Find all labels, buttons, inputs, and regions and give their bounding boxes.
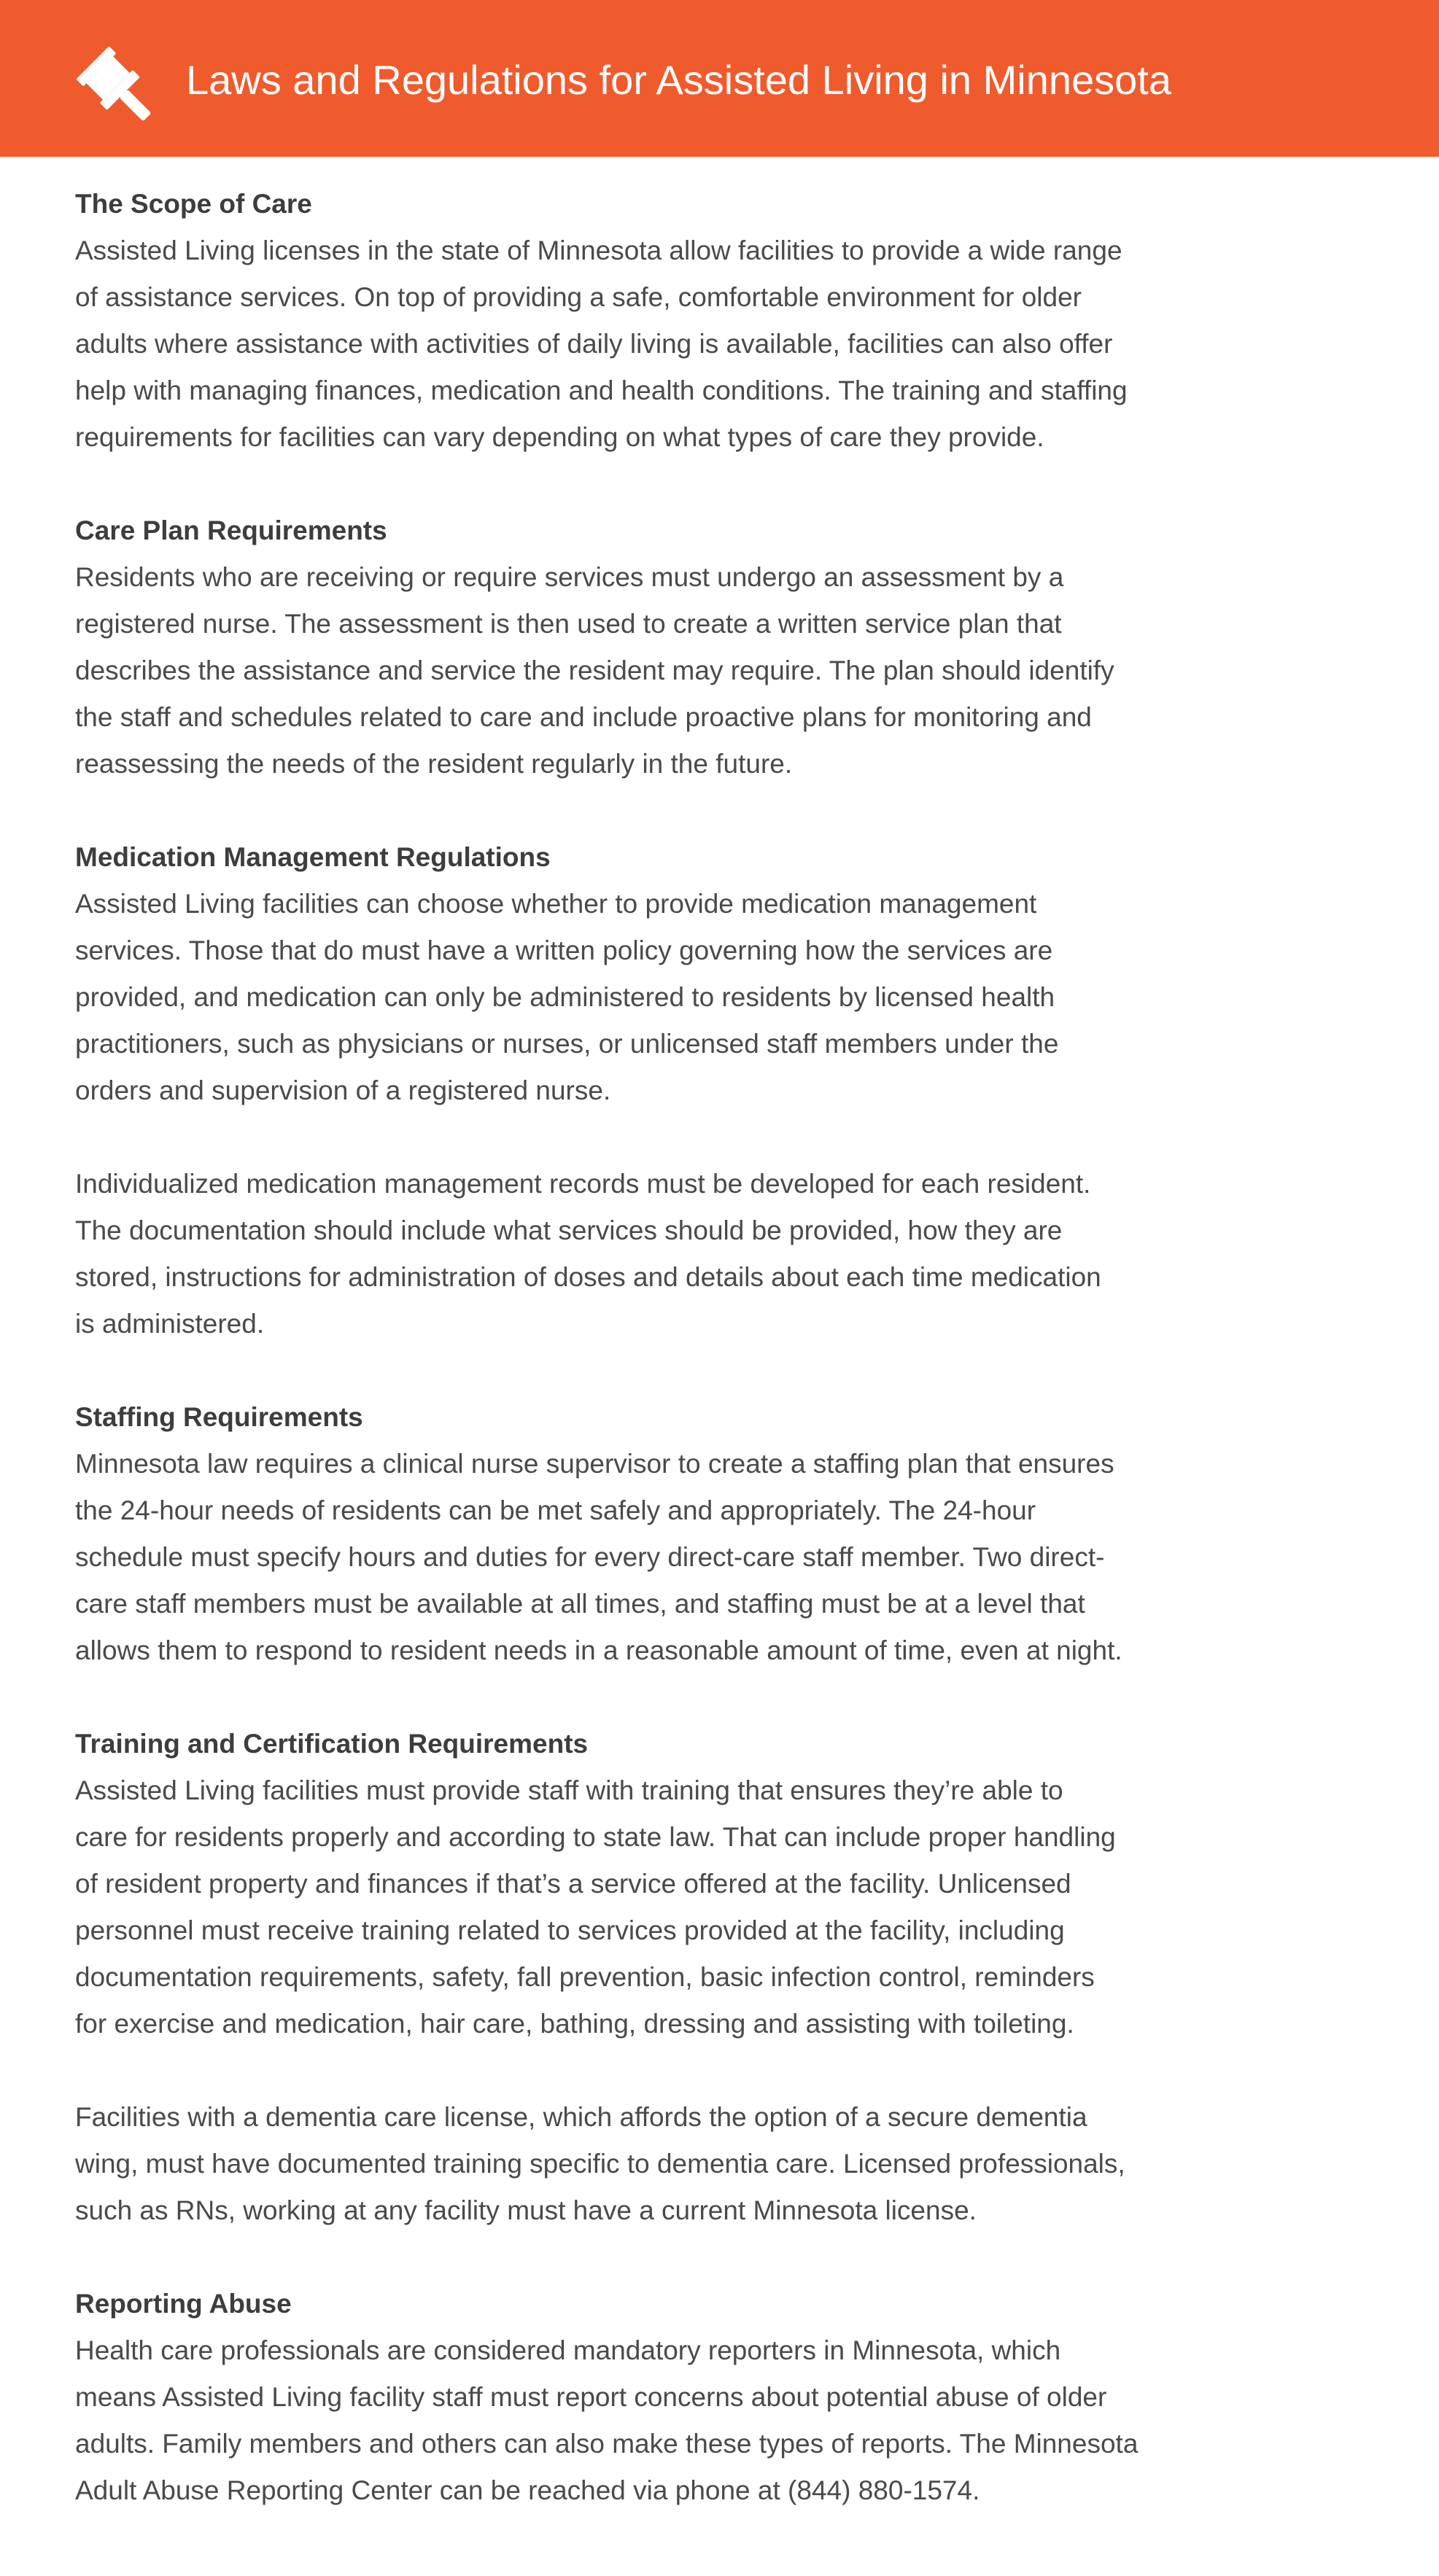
paragraph-line: Assisted Living facilities can choose whether to provide medication management [75, 889, 1037, 919]
section-heading: Medication Management Regulations [75, 842, 551, 872]
paragraph-line: the staff and schedules related to care and include proactive plans for monitoring and [75, 702, 1092, 732]
paragraph-line: registered nurse. The assessment is then used to create a written service plan that [75, 609, 1062, 639]
paragraph [75, 227, 1381, 461]
paragraph-line: Assisted Living licenses in the state of Minnesota allow facilities to provide a wide range [75, 236, 1122, 265]
section [75, 1394, 1381, 1674]
paragraph-line: such as RNs, working at any facility must have a current Minnesota license. [75, 2195, 977, 2225]
gavel-icon [70, 40, 160, 131]
paragraph-line: of assistance services. On top of providing a safe, comfortable environment for older [75, 282, 1082, 312]
section-heading: The Scope of Care [75, 189, 312, 219]
paragraph-line: of resident property and finances if that’s a service offered at the facility. Unlicensed [75, 1869, 1071, 1899]
paragraph [75, 554, 1381, 787]
article-content [75, 181, 1381, 2561]
section-heading: Training and Certification Requirements [75, 1729, 589, 1759]
section-heading: Care Plan Requirements [75, 515, 387, 545]
paragraph-line: requirements for facilities can vary depending on what types of care they provide. [75, 422, 1044, 452]
paragraph [75, 2327, 1381, 2514]
paragraph-line: describes the assistance and service the resident may require. The plan should identify [75, 655, 1114, 685]
page-title: Laws and Regulations for Assisted Living in Minnesota [186, 57, 1171, 103]
section [75, 507, 1381, 787]
paragraph [75, 1441, 1381, 1674]
header-banner [0, 0, 1439, 157]
paragraph [75, 1161, 1381, 1347]
paragraph-line: practitioners, such as physicians or nurses, or unlicensed staff members under the [75, 1029, 1059, 1059]
paragraph-line: adults where assistance with activities of daily living is available, facilities can also offer [75, 329, 1113, 359]
section [75, 834, 1381, 1347]
section [75, 1721, 1381, 2234]
paragraph-line: wing, must have documented training specific to dementia care. Licensed professionals, [75, 2149, 1125, 2179]
paragraph-line: the 24-hour needs of residents can be met safely and appropriately. The 24-hour [75, 1495, 1036, 1525]
paragraph-line: Facilities with a dementia care license, which affords the option of a secure dementia [75, 2102, 1087, 2132]
paragraph-line: adults. Family members and others can also make these types of reports. The Minnesota [75, 2429, 1139, 2459]
paragraph-line: Assisted Living facilities must provide staff with training that ensures they’re able to [75, 1775, 1063, 1805]
paragraph-line: Health care professionals are considered mandatory reporters in Minnesota, which [75, 2335, 1061, 2365]
paragraph-line: help with managing finances, medication and health conditions. The training and staffing [75, 375, 1128, 405]
paragraph-line: allows them to respond to resident needs in a reasonable amount of time, even at night. [75, 1635, 1122, 1665]
paragraph-line: personnel must receive training related to services provided at the facility, including [75, 1915, 1065, 1945]
paragraph-line: for exercise and medication, hair care, bathing, dressing and assisting with toileting. [75, 2009, 1074, 2039]
paragraph-line: reassessing the needs of the resident regularly in the future. [75, 749, 793, 779]
paragraph-line: care for residents properly and according to state law. That can include proper handling [75, 1822, 1116, 1852]
paragraph-line: is administered. [75, 1309, 265, 1339]
paragraph [75, 1767, 1381, 2047]
section-heading: Reporting Abuse [75, 2289, 292, 2319]
paragraph-line: stored, instructions for administration of doses and details about each time medication [75, 1262, 1101, 1292]
paragraph-line: care staff members must be available at all times, and staffing must be at a level that [75, 1589, 1085, 1619]
paragraph [75, 881, 1381, 1114]
paragraph-line: orders and supervision of a registered nurse. [75, 1075, 611, 1105]
paragraph-line: provided, and medication can only be administered to residents by licensed health [75, 982, 1055, 1012]
paragraph-line: The documentation should include what services should be provided, how they are [75, 1215, 1063, 1245]
section [75, 181, 1381, 461]
paragraph-line: schedule must specify hours and duties for every direct-care staff member. Two direct- [75, 1542, 1105, 1572]
paragraph-line: Adult Abuse Reporting Center can be reached via phone at (844) 880-1574. [75, 2475, 980, 2505]
paragraph-line: services. Those that do must have a written policy governing how the services are [75, 935, 1053, 965]
paragraph-line: Residents who are receiving or require services must undergo an assessment by a [75, 562, 1064, 592]
section-heading: Staffing Requirements [75, 1402, 363, 1432]
paragraph-line: means Assisted Living facility staff must report concerns about potential abuse of older [75, 2382, 1107, 2412]
paragraph-line: Minnesota law requires a clinical nurse supervisor to create a staffing plan that ensures [75, 1449, 1114, 1479]
paragraph-line: Individualized medication management records must be developed for each resident. [75, 1169, 1091, 1199]
paragraph-line: documentation requirements, safety, fall prevention, basic infection control, reminders [75, 1962, 1095, 1992]
section [75, 2281, 1381, 2514]
paragraph [75, 2094, 1381, 2234]
